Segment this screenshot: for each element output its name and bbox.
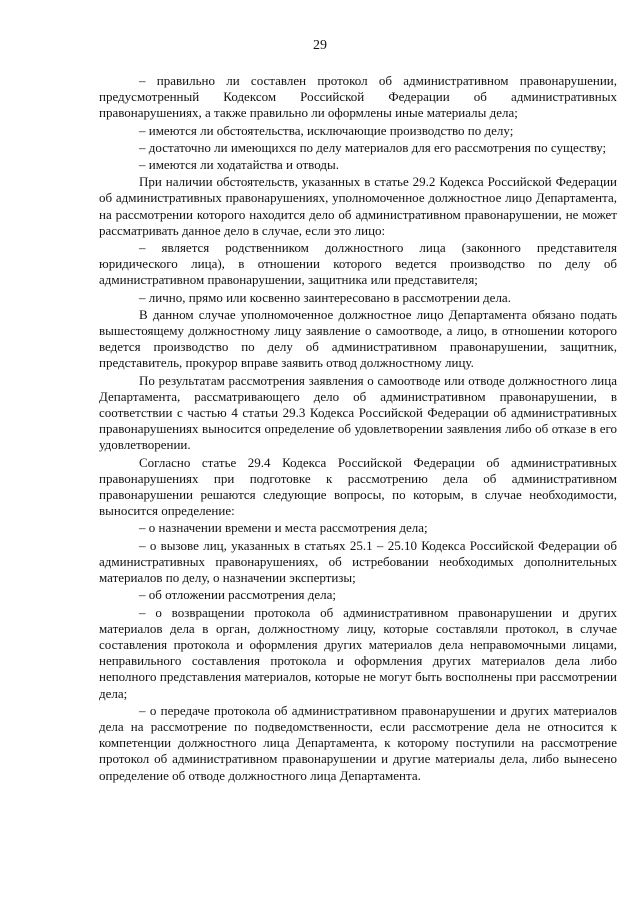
document-body <box>99 73 617 784</box>
paragraph-13: – об отложении рассмотрения дела; <box>139 587 337 603</box>
paragraph-7: – лично, прямо или косвенно заинтересовано в рассмотрении дела. <box>139 289 511 305</box>
paragraph-10: Согласно статье 29.4 Кодекса Российской Федерации об административных правонарушениях при подготовке к рассмотрению дела об административном правонарушении решаются следующие вопросы, по которым, в случае необходимости, выносится определение: <box>99 454 617 519</box>
paragraph-3: – достаточно ли имеющихся по делу материалов для его рассмотрения по существу; <box>139 139 607 155</box>
paragraph-6: – является родственником должностного лица (законного представителя юридического лица), в отношении которого ведется производство по делу об административном правонарушении, защитника или представителя; <box>99 240 617 288</box>
paragraph-5: При наличии обстоятельств, указанных в статье 29.2 Кодекса Российской Федерации об административных правонарушениях, уполномоченное должностное лицо Департамента, на рассмотрении которого находится дело об административном правонарушении, не может рассматривать данное дело в случае, если это лицо: <box>99 174 617 238</box>
paragraph-8: В данном случае уполномоченное должностное лицо Департамента обязано подать вышестоящему должностному лицу заявление о самоотводе, а лицо, в отношении которого ведется производство по делу об административном правонарушении, защитник, представитель, прокурор вправе заявить отвод должностному лицу. <box>99 306 617 371</box>
paragraph-1: – правильно ли составлен протокол об административном правонарушении, предусмотренный Кодексом Российской Федерации об административных правонарушениях, а также правильно ли оформлены иные материалы дела; <box>99 73 617 121</box>
paragraph-15: – о передаче протокола об административном правонарушении и других материалов дела на рассмотрение по подведомственности, если рассмотрение дела не относится к компетенции должностного лица Департамента, к которому поступили на рассмотрение протокол об административном правонарушении и другие материалы дела, либо вынесено определение об отводе должностного лица Департамента. <box>99 702 617 783</box>
page-number: 29 <box>313 38 327 53</box>
paragraph-12: – о вызове лиц, указанных в статьях 25.1 – 25.10 Кодекса Российской Федерации об административных правонарушениях, об истребовании необходимых дополнительных материалов по делу, о назначении экспертизы; <box>99 537 617 586</box>
paragraph-4: – имеются ли ходатайства и отводы. <box>139 157 339 173</box>
paragraph-14: – о возвращении протокола об административном правонарушении и других материалов дела в орган, должностному лицу, которые составляли протокол, в случае составления протокола и оформления других материалов дела неправомочными лицами, неправильного составления протокола и оформления других материалов дела либо неполного представления материалов, которые не могут быть восполнены при рассмотрении дела; <box>99 604 617 701</box>
paragraph-11: – о назначении времени и места рассмотрения дела; <box>139 520 428 536</box>
paragraph-9: По результатам рассмотрения заявления о самоотводе или отводе должностного лица Департамента, рассматривающего дело об административном правонарушении, в соответствии с частью 4 статьи 29.3 Кодекса Российской Федерации об административных правонарушениях выносится определение об удовлетворении заявления либо об отказе в его удовлетворении. <box>99 372 617 453</box>
paragraph-2: – имеются ли обстоятельства, исключающие производство по делу; <box>139 122 514 138</box>
